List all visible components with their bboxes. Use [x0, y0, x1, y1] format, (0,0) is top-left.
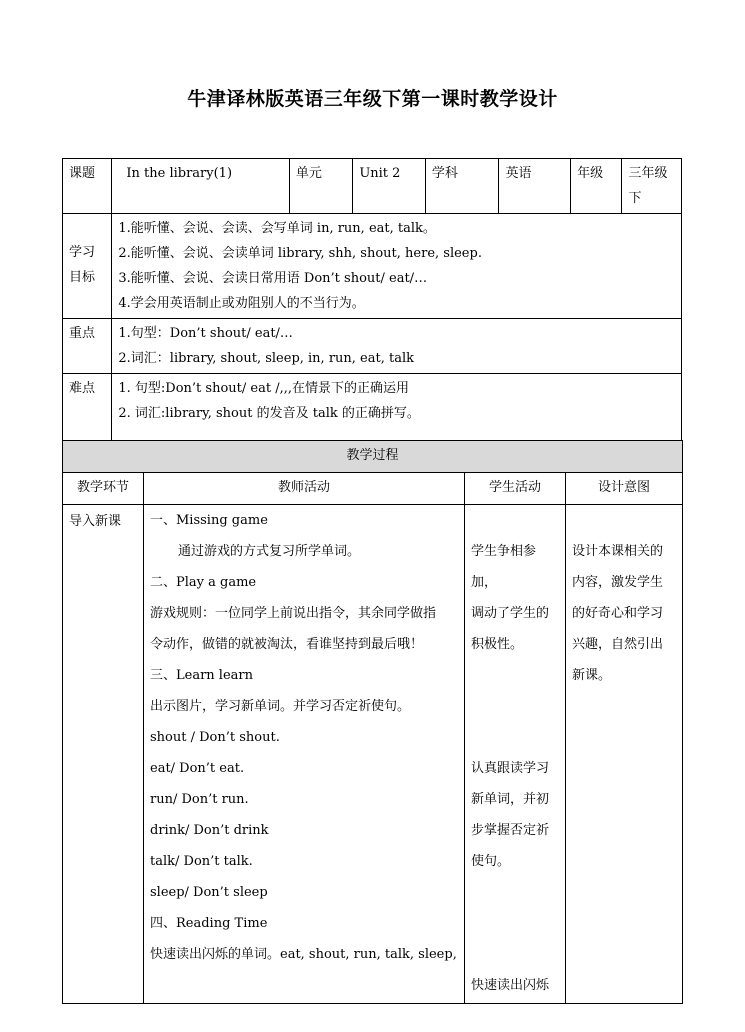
- topic-row: [63, 159, 682, 214]
- teacher-line: sleep/ Don’t sleep: [150, 885, 268, 900]
- grade-label: 年级: [571, 159, 622, 214]
- teacher-line: 一、Missing game: [150, 513, 268, 528]
- student-line: 新单词，并初: [471, 792, 550, 807]
- process-column-headers: [63, 473, 683, 505]
- topic-label: 课题: [63, 159, 112, 214]
- teacher-line: 四、Reading Time: [150, 916, 268, 931]
- teacher-line: 游戏规则：一位同学上前说出指令，其余同学做指: [150, 606, 437, 621]
- teacher-line: 二、Play a game: [150, 575, 257, 590]
- teacher-line: eat/ Don’t eat.: [150, 761, 245, 776]
- teacher-line: 三、Learn learn: [150, 668, 253, 683]
- student-line: 积极性。: [471, 637, 524, 652]
- student-line: 认真跟读学习: [471, 761, 550, 776]
- teaching-process-table: [62, 440, 683, 1004]
- goals-cell: [112, 214, 682, 319]
- teacher-line: 出示图片，学习新单词。并学习否定祈使句。: [150, 699, 411, 714]
- difficulty-cell: [112, 374, 682, 448]
- stage-row: [63, 505, 683, 1004]
- intent-line: 兴趣，自然引出: [572, 637, 664, 652]
- stage-name: 导入新课: [63, 505, 144, 1004]
- col-intent-header: 设计意图: [566, 473, 683, 505]
- difficulty-item: 1. 句型:Don’t shout/ eat /,,,在情景下的正确运用: [118, 381, 409, 396]
- student-line: 学生争相参加，: [471, 544, 537, 590]
- goal-item: 4.学会用英语制止或劝阻别人的不当行为。: [118, 296, 365, 311]
- teacher-line: talk/ Don’t talk.: [150, 854, 253, 869]
- goal-item: 3.能听懂、会说、会读日常用语 Don’t shout/ eat/…: [118, 271, 428, 286]
- student-activity-cell: [465, 505, 566, 1004]
- teacher-line: drink/ Don’t drink: [150, 823, 269, 838]
- student-line: 调动了学生的: [471, 606, 550, 621]
- student-line: 步掌握否定祈: [471, 823, 550, 838]
- unit-label: 单元: [289, 159, 353, 214]
- teacher-line: 通过游戏的方式复习所学单词。: [178, 544, 361, 559]
- lesson-info-table: [62, 158, 682, 448]
- teacher-line: 令动作，做错的就被淘汰，看谁坚持到最后哦！: [150, 637, 424, 652]
- document-title: 牛津译林版英语三年级下第一课时教学设计: [187, 88, 558, 110]
- topic-value: In the library(1): [112, 159, 289, 214]
- intent-line: 的好奇心和学习: [572, 606, 664, 621]
- grade-value: 三年级下: [622, 159, 682, 214]
- design-intent-cell: [566, 505, 683, 1004]
- goal-item: 1.能听懂、会说、会读、会写单词 in, run, eat, talk。: [118, 221, 436, 236]
- goals-row: [63, 214, 682, 319]
- student-line: 快速读出闪烁: [471, 978, 550, 993]
- intent-line: 设计本课相关的: [572, 544, 664, 559]
- key-label: 重点: [63, 319, 112, 374]
- col-teacher-header: 教师活动: [144, 473, 465, 505]
- process-header: 教学过程: [63, 441, 683, 473]
- key-point-item: 2.词汇：library, shout, sleep, in, run, eat, talk: [118, 351, 414, 366]
- intent-line: 内容，激发学生: [572, 575, 664, 590]
- goal-item: 2.能听懂、会说、会读单词 library, shh, shout, here, sleep.: [118, 246, 482, 261]
- col-student-header: 学生活动: [465, 473, 566, 505]
- col-stage-header: 教学环节: [63, 473, 144, 505]
- difficulty-row: [63, 374, 682, 448]
- teacher-activity-cell: [144, 505, 465, 1004]
- goals-label: 学习目标: [63, 214, 112, 319]
- student-line: 使句。: [471, 854, 511, 869]
- difficulty-item: 2. 词汇:library, shout 的发音及 talk 的正确拼写。: [118, 406, 420, 421]
- subject-value: 英语: [499, 159, 571, 214]
- subject-label: 学科: [425, 159, 499, 214]
- teacher-line: shout / Don’t shout.: [150, 730, 280, 745]
- unit-value: Unit 2: [353, 159, 426, 214]
- teacher-line: 快速读出闪烁的单词。eat, shout, run, talk, sleep,: [150, 947, 457, 962]
- key-points-row: [63, 319, 682, 374]
- key-points-cell: [112, 319, 682, 374]
- teacher-line: run/ Don’t run.: [150, 792, 249, 807]
- intent-line: 新课。: [572, 668, 612, 683]
- difficulty-label: 难点: [63, 374, 112, 448]
- key-point-item: 1.句型：Don’t shout/ eat/…: [118, 326, 293, 341]
